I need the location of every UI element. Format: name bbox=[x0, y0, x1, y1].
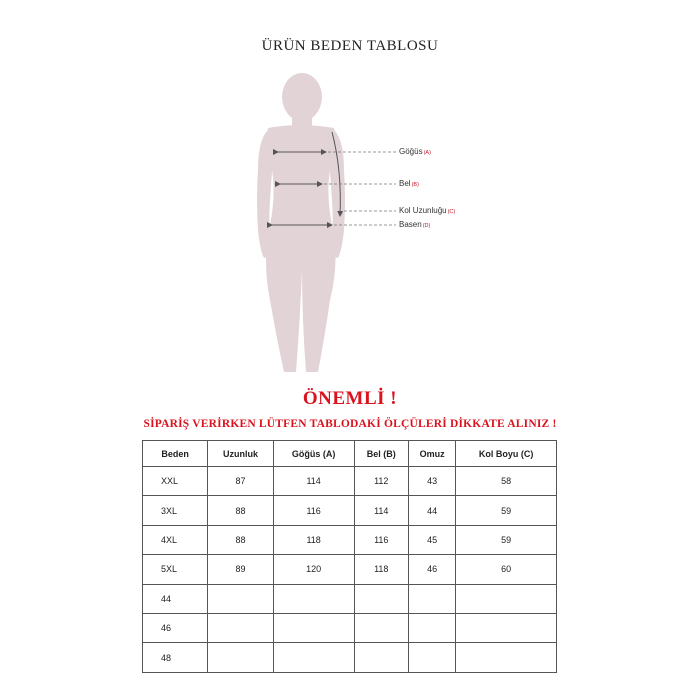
cell-beden: 46 bbox=[143, 613, 208, 642]
header-beden: Beden bbox=[143, 441, 208, 467]
cell-omuz bbox=[408, 613, 455, 642]
measurement-label-bel: Bel(B) bbox=[399, 179, 419, 188]
important-heading: ÖNEMLİ ! bbox=[302, 388, 398, 409]
cell-omuz bbox=[408, 643, 455, 672]
table-row bbox=[143, 643, 557, 672]
cell-uzunluk: 89 bbox=[208, 555, 273, 584]
table-row bbox=[143, 584, 557, 613]
cell-omuz bbox=[408, 584, 455, 613]
cell-bel: 116 bbox=[354, 525, 408, 554]
table-row bbox=[143, 467, 557, 496]
cell-kol-boyu: 59 bbox=[456, 496, 557, 525]
cell-gogus bbox=[273, 613, 354, 642]
cell-beden: 5XL bbox=[143, 555, 208, 584]
cell-bel: 112 bbox=[354, 467, 408, 496]
cell-gogus: 114 bbox=[273, 467, 354, 496]
cell-uzunluk: 88 bbox=[208, 496, 273, 525]
order-notice: SİPARİŞ VERİRKEN LÜTFEN TABLODAKİ ÖLÇÜLERİ DİKKATE ALINIZ ! bbox=[143, 418, 557, 430]
cell-kol-boyu bbox=[456, 643, 557, 672]
measurement-label-gogus: Göğüs(A) bbox=[399, 147, 431, 156]
size-table bbox=[142, 440, 557, 673]
cell-beden: XXL bbox=[143, 467, 208, 496]
cell-bel bbox=[354, 643, 408, 672]
cell-uzunluk: 87 bbox=[208, 467, 273, 496]
cell-kol-boyu: 59 bbox=[456, 525, 557, 554]
cell-gogus: 116 bbox=[273, 496, 354, 525]
header-omuz: Omuz bbox=[408, 441, 455, 467]
cell-kol-boyu bbox=[456, 613, 557, 642]
header-uzunluk: Uzunluk bbox=[208, 441, 273, 467]
header-gogus: Göğüs (A) bbox=[273, 441, 354, 467]
cell-uzunluk bbox=[208, 643, 273, 672]
cell-uzunluk: 88 bbox=[208, 525, 273, 554]
table-header-row bbox=[143, 441, 557, 467]
measurement-label-basen: Basen(D) bbox=[399, 220, 431, 229]
cell-bel: 118 bbox=[354, 555, 408, 584]
woman-silhouette bbox=[257, 73, 345, 372]
cell-kol-boyu: 60 bbox=[456, 555, 557, 584]
cell-beden: 4XL bbox=[143, 525, 208, 554]
table-row bbox=[143, 555, 557, 584]
cell-gogus: 118 bbox=[273, 525, 354, 554]
cell-kol-boyu bbox=[456, 584, 557, 613]
page-title: ÜRÜN BEDEN TABLOSU bbox=[261, 38, 439, 54]
table-row bbox=[143, 496, 557, 525]
table-row bbox=[143, 613, 557, 642]
cell-beden: 3XL bbox=[143, 496, 208, 525]
measurement-label-kol-uzunlugu: Kol Uzunluğu(C) bbox=[399, 206, 456, 215]
cell-gogus: 120 bbox=[273, 555, 354, 584]
cell-uzunluk bbox=[208, 613, 273, 642]
cell-omuz: 43 bbox=[408, 467, 455, 496]
cell-gogus bbox=[273, 643, 354, 672]
cell-bel: 114 bbox=[354, 496, 408, 525]
cell-bel bbox=[354, 584, 408, 613]
cell-beden: 44 bbox=[143, 584, 208, 613]
cell-gogus bbox=[273, 584, 354, 613]
cell-kol-boyu: 58 bbox=[456, 467, 557, 496]
cell-bel bbox=[354, 613, 408, 642]
cell-uzunluk bbox=[208, 584, 273, 613]
cell-omuz: 46 bbox=[408, 555, 455, 584]
header-kol-boyu: Kol Boyu (C) bbox=[456, 441, 557, 467]
header-bel: Bel (B) bbox=[354, 441, 408, 467]
cell-omuz: 45 bbox=[408, 525, 455, 554]
table-row bbox=[143, 525, 557, 554]
cell-omuz: 44 bbox=[408, 496, 455, 525]
cell-beden: 48 bbox=[143, 643, 208, 672]
